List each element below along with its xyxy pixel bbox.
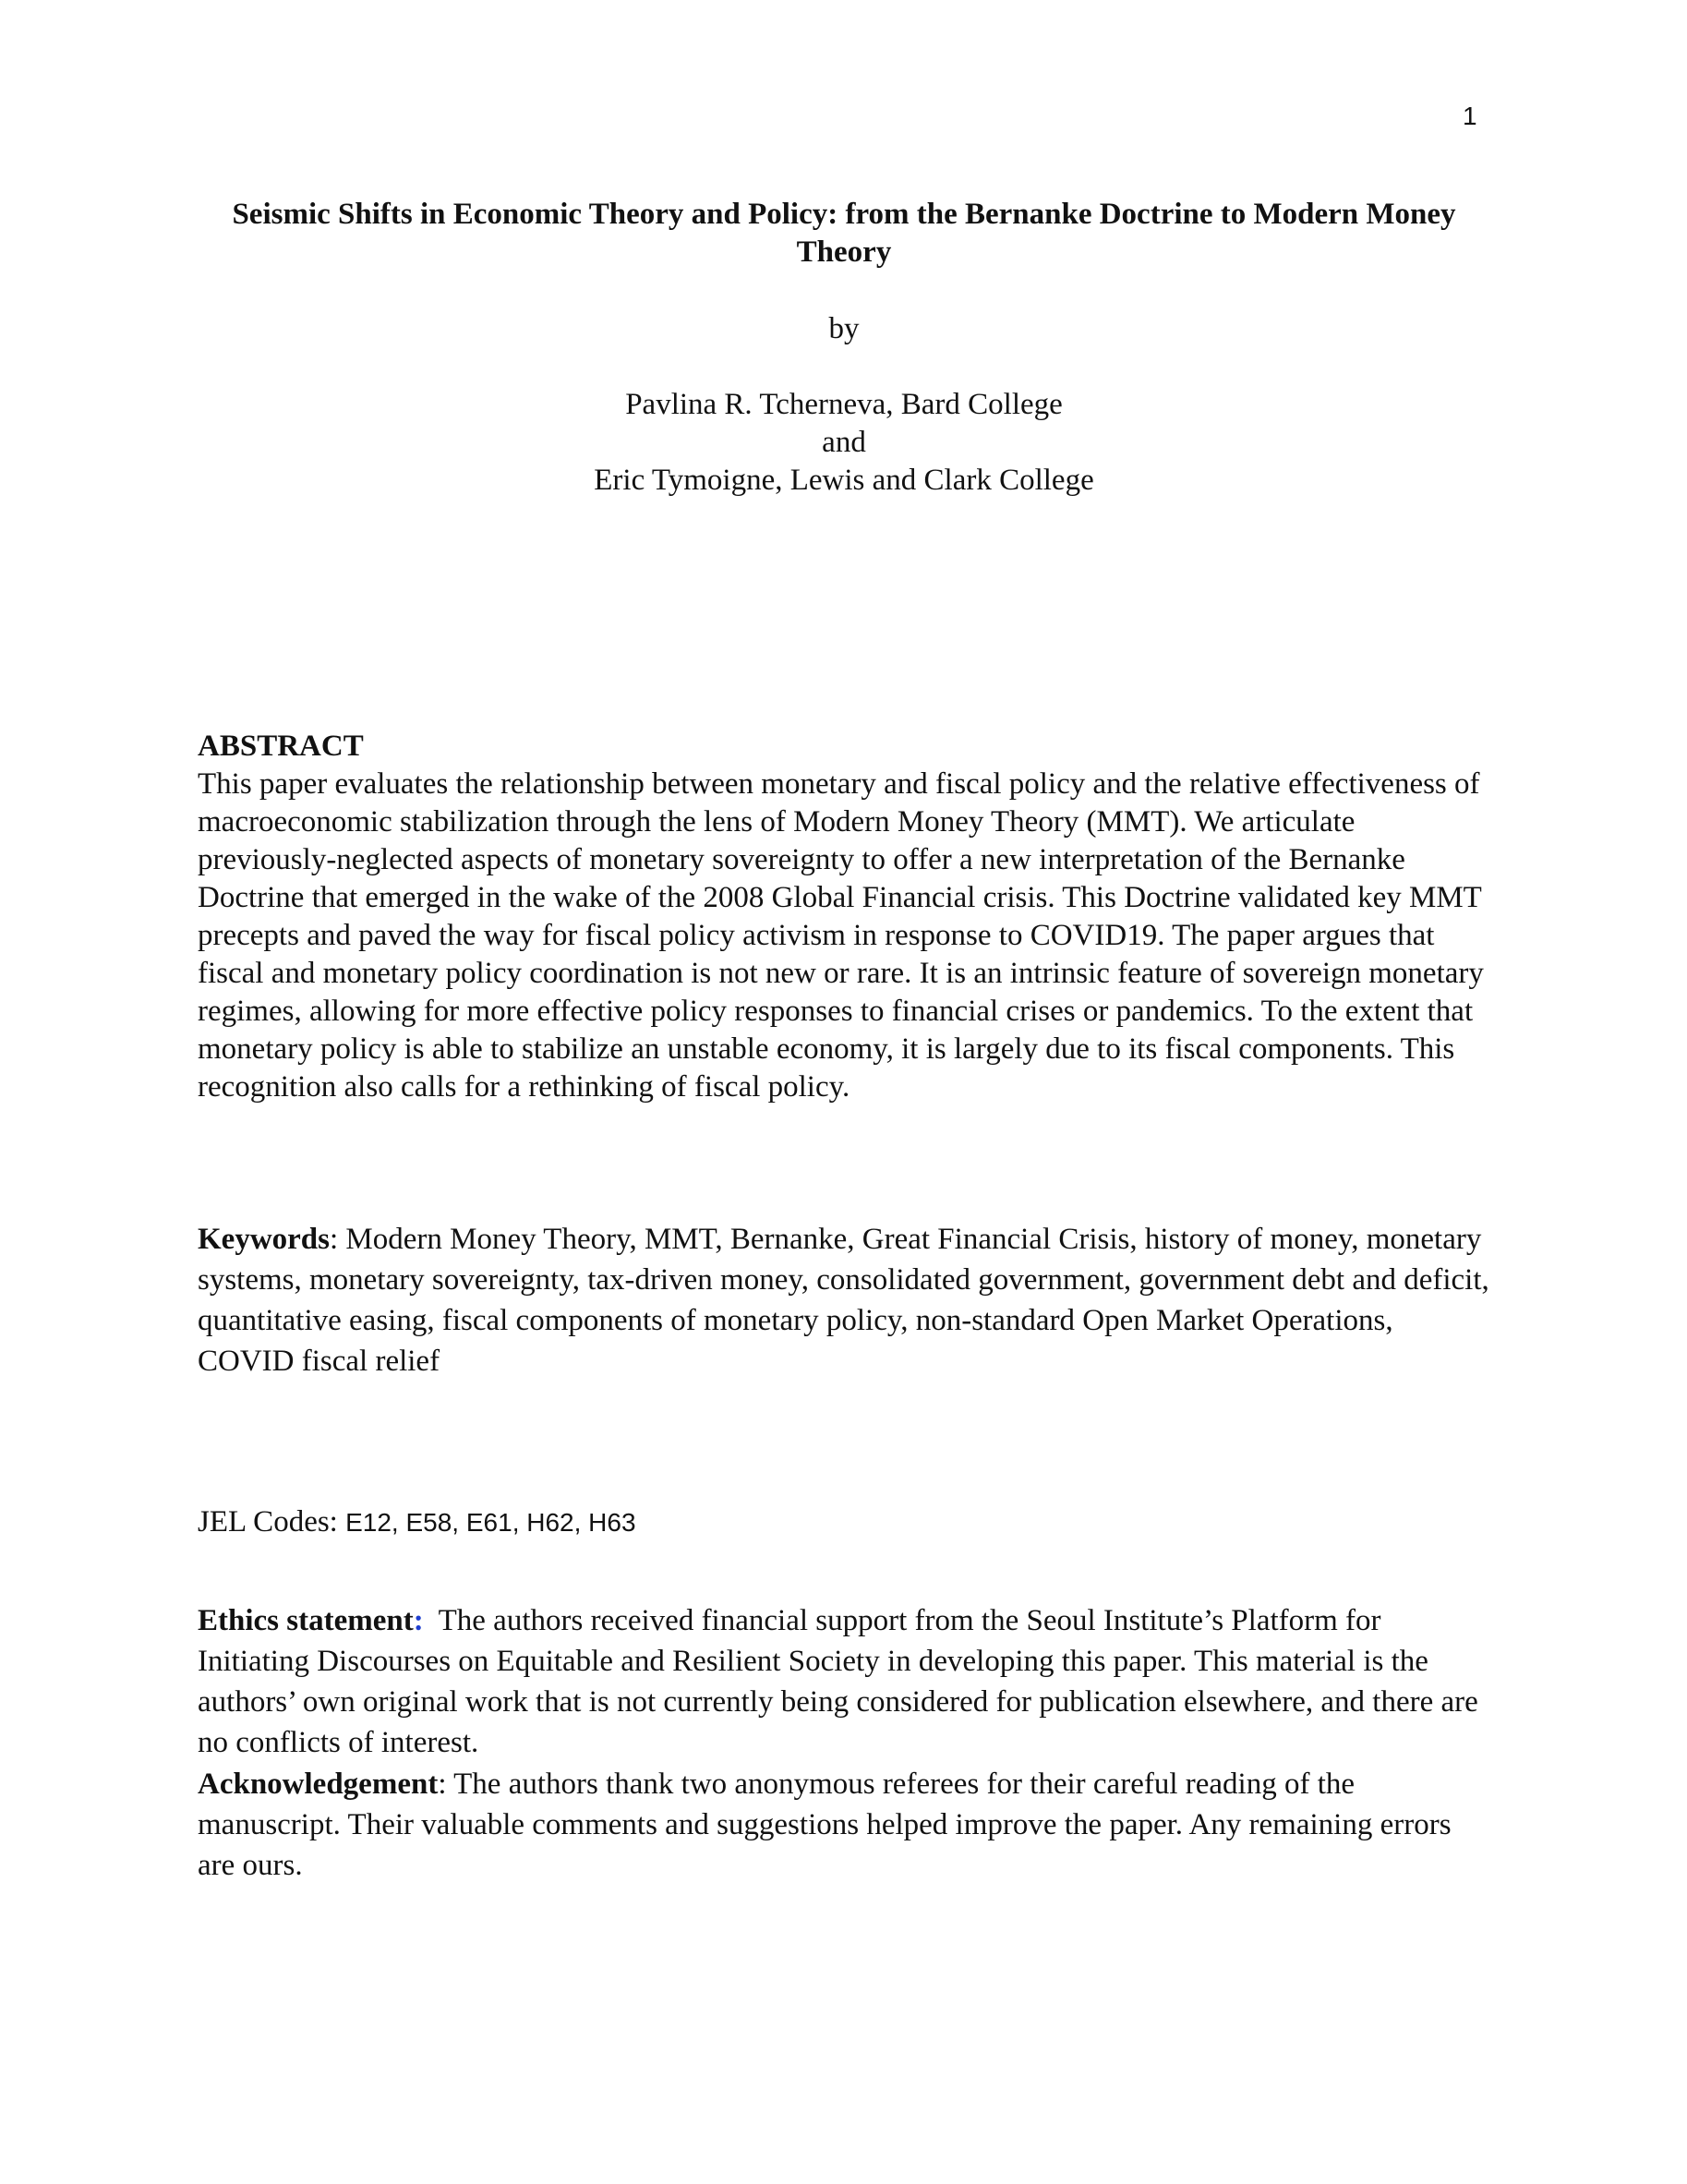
jel-label: JEL Codes:	[198, 1505, 346, 1538]
page-number: 1	[1463, 102, 1477, 130]
author-1: Pavlina R. Tcherneva, Bard College	[625, 388, 1063, 421]
author-conjunction: and	[822, 426, 866, 459]
keywords-section	[198, 1219, 1490, 1382]
authors-block	[198, 386, 1490, 500]
jel-codes: E12, E58, E61, H62, H63	[345, 1508, 636, 1537]
acknowledgement-label: Acknowledgement	[198, 1768, 439, 1801]
acknowledgement-section	[198, 1764, 1490, 1886]
acknowledgement-separator: :	[438, 1768, 454, 1801]
keywords-label: Keywords	[198, 1223, 330, 1256]
paper-title: Seismic Shifts in Economic Theory and Policy: from the Bernanke Doctrine to Modern Money Theory	[232, 198, 1456, 269]
jel-section	[198, 1503, 1490, 1541]
keywords-separator: :	[330, 1223, 346, 1256]
ethics-separator: :	[413, 1604, 424, 1637]
acknowledgement-text: The authors thank two anonymous referees for their careful reading of the manuscript. Their valuable comments and suggestions helped improve the paper. Any remaining errors are ours.	[198, 1768, 1452, 1882]
byline: by	[828, 312, 860, 345]
ethics-section	[198, 1600, 1490, 1763]
abstract-body: This paper evaluates the relationship between monetary and fiscal policy and the relative effectiveness of macroeconomic stabilization through the lens of Modern Money Theory (MMT). We articulate previously-neglected aspects of monetary sovereignty to offer a new interpretation of the Bernanke Doctrine that emerged in the wake of the 2008 Global Financial crisis. This Doctrine validated key MMT precepts and paved the way for fiscal policy activism in response to COVID19. The paper argues that fiscal and monetary policy coordination is not new or rare. It is an intrinsic feature of sovereign monetary regimes, allowing for more effective policy responses to financial crises or pandemics. To the extent that monetary policy is able to stabilize an unstable economy, it is largely due to its fiscal components. This recognition also calls for a rethinking of fiscal policy.	[198, 767, 1484, 1104]
keywords-text: Modern Money Theory, MMT, Bernanke, Great Financial Crisis, history of money, monetary systems, monetary sovereignty, tax-driven money, consolidated government, government debt and deficit, quantitative easing, fiscal components of monetary policy, non-standard Open Market Operations, COVID fiscal relief	[198, 1223, 1489, 1378]
author-2: Eric Tymoigne, Lewis and Clark College	[594, 464, 1094, 497]
ethics-label: Ethics statement	[198, 1604, 414, 1637]
abstract-heading: ABSTRACT	[198, 730, 364, 763]
ethics-text: The authors received financial support from the Seoul Institute’s Platform for Initiating Discourses on Equitable and Resilient Society in developing this paper. This material is the authors’ own original work that is not currently being considered for publication elsewhere, and there are no conflicts of interest.	[198, 1604, 1487, 1759]
